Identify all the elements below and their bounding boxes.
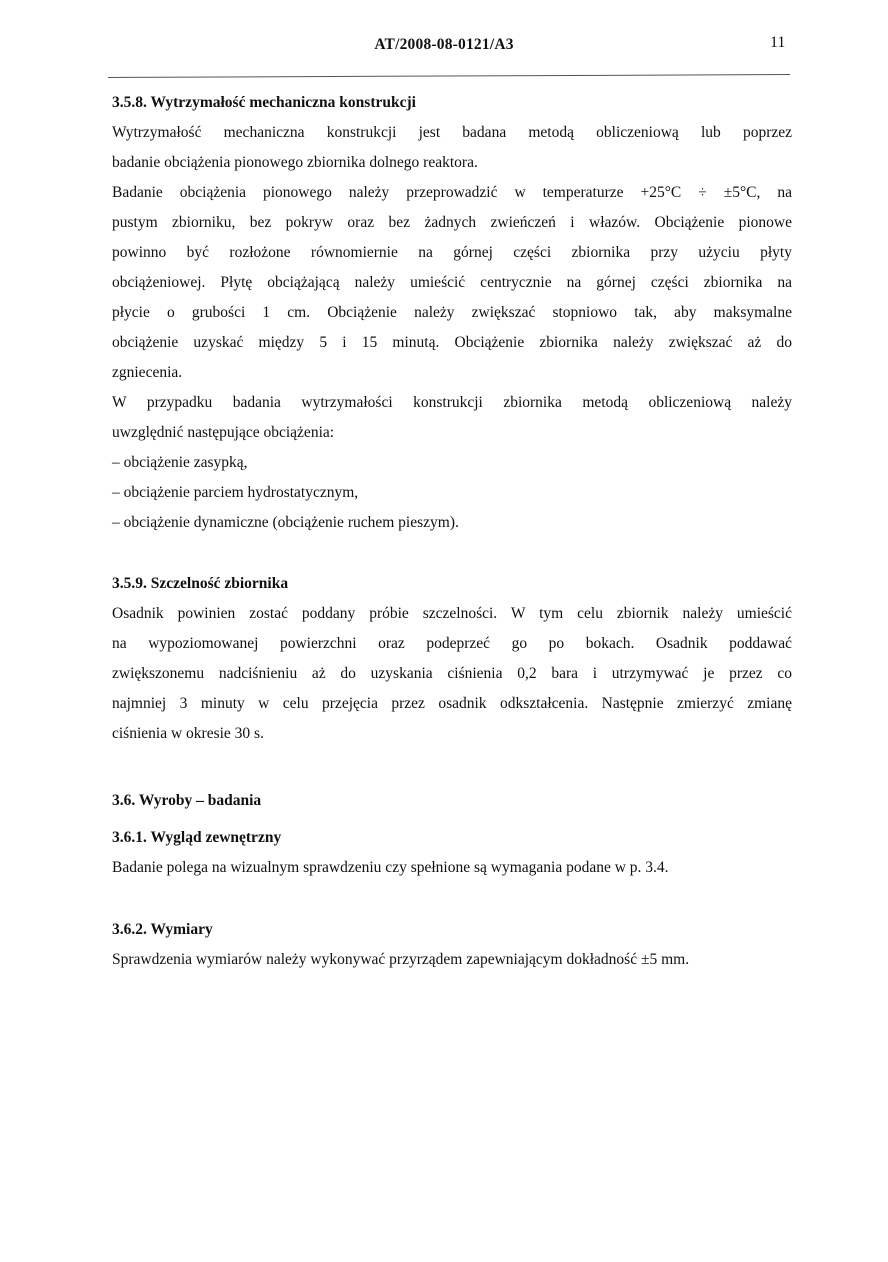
section-3-6 [112,786,792,816]
paragraph [112,945,792,975]
paragraph [112,599,792,749]
text-line: płycie o grubości 1 cm. Obciążenie należy zwiększać stopniowo tak, aby maksymalne [112,304,792,321]
section-3-6-2 [112,915,792,975]
text-line: Badanie polega na wizualnym sprawdzeniu czy spełnione są wymagania podane w p. 3.4. [112,859,669,876]
text-line: najmniej 3 minuty w celu przejęcia przez osadnik odkształcenia. Następnie zmierzyć zmianę [112,695,792,712]
text-line: powinno być rozłożone równomiernie na górnej części zbiornika przy użyciu płyty [112,244,792,261]
text-line: zwiększonemu nadciśnieniu aż do uzyskania ciśnienia 0,2 bara i utrzymywać je przez co [112,665,792,682]
text-line: W przypadku badania wytrzymałości konstrukcji zbiornika metodą obliczeniową należy [112,394,792,411]
paragraph [112,853,792,883]
text-line: Wytrzymałość mechaniczna konstrukcji jest badana metodą obliczeniową lub poprzez [112,124,792,141]
list-item: – obciążenie parciem hydrostatycznym, [112,484,359,501]
text-line: pustym zbiorniku, bez pokryw oraz bez żadnych zwieńczeń i włazów. Obciążenie pionowe [112,214,792,231]
text-line: uwzględnić następujące obciążenia: [112,424,335,441]
text-line: zgniecenia. [112,364,183,381]
paragraph [112,388,792,448]
text-line: Badanie obciążenia pionowego należy przeprowadzić w temperaturze +25°C ÷ ±5°C, na [112,184,792,201]
document-id-header: AT/2008-08-0121/A3 [374,36,514,53]
section-3-5-8 [112,88,792,538]
section-3-6-1 [112,823,792,883]
section-heading: 3.6. Wyroby – badania [112,792,262,809]
section-heading: 3.6.2. Wymiary [112,921,213,938]
paragraph [112,118,792,178]
section-heading: 3.5.8. Wytrzymałość mechaniczna konstrukcji [112,94,416,111]
section-heading: 3.5.9. Szczelność zbiornika [112,575,289,592]
text-line: obciążeniowej. Płytę obciążającą należy umieścić centrycznie na górnej części zbiornika na [112,274,792,291]
paragraph [112,178,792,388]
text-line: ciśnienia w okresie 30 s. [112,725,264,742]
section-heading: 3.6.1. Wygląd zewnętrzny [112,829,282,846]
list-item: – obciążenie zasypką, [112,454,248,471]
list-item: – obciążenie dynamiczne (obciążenie ruchem pieszym). [112,514,459,531]
text-line: na wypoziomowanej powierzchni oraz podeprzeć go po bokach. Osadnik poddawać [112,635,792,652]
text-line: Osadnik powinien zostać poddany próbie szczelności. W tym celu zbiornik należy umieścić [112,605,792,622]
text-line: obciążenie uzyskać między 5 i 15 minutą. Obciążenie zbiornika należy zwiększać aż do [112,334,792,351]
text-line: badanie obciążenia pionowego zbiornika dolnego reaktora. [112,154,478,171]
load-list [112,448,792,538]
page-number: 11 [770,34,786,51]
text-line: Sprawdzenia wymiarów należy wykonywać przyrządem zapewniającym dokładność ±5 mm. [112,951,690,968]
section-3-5-9 [112,569,792,749]
header-divider [108,74,790,78]
